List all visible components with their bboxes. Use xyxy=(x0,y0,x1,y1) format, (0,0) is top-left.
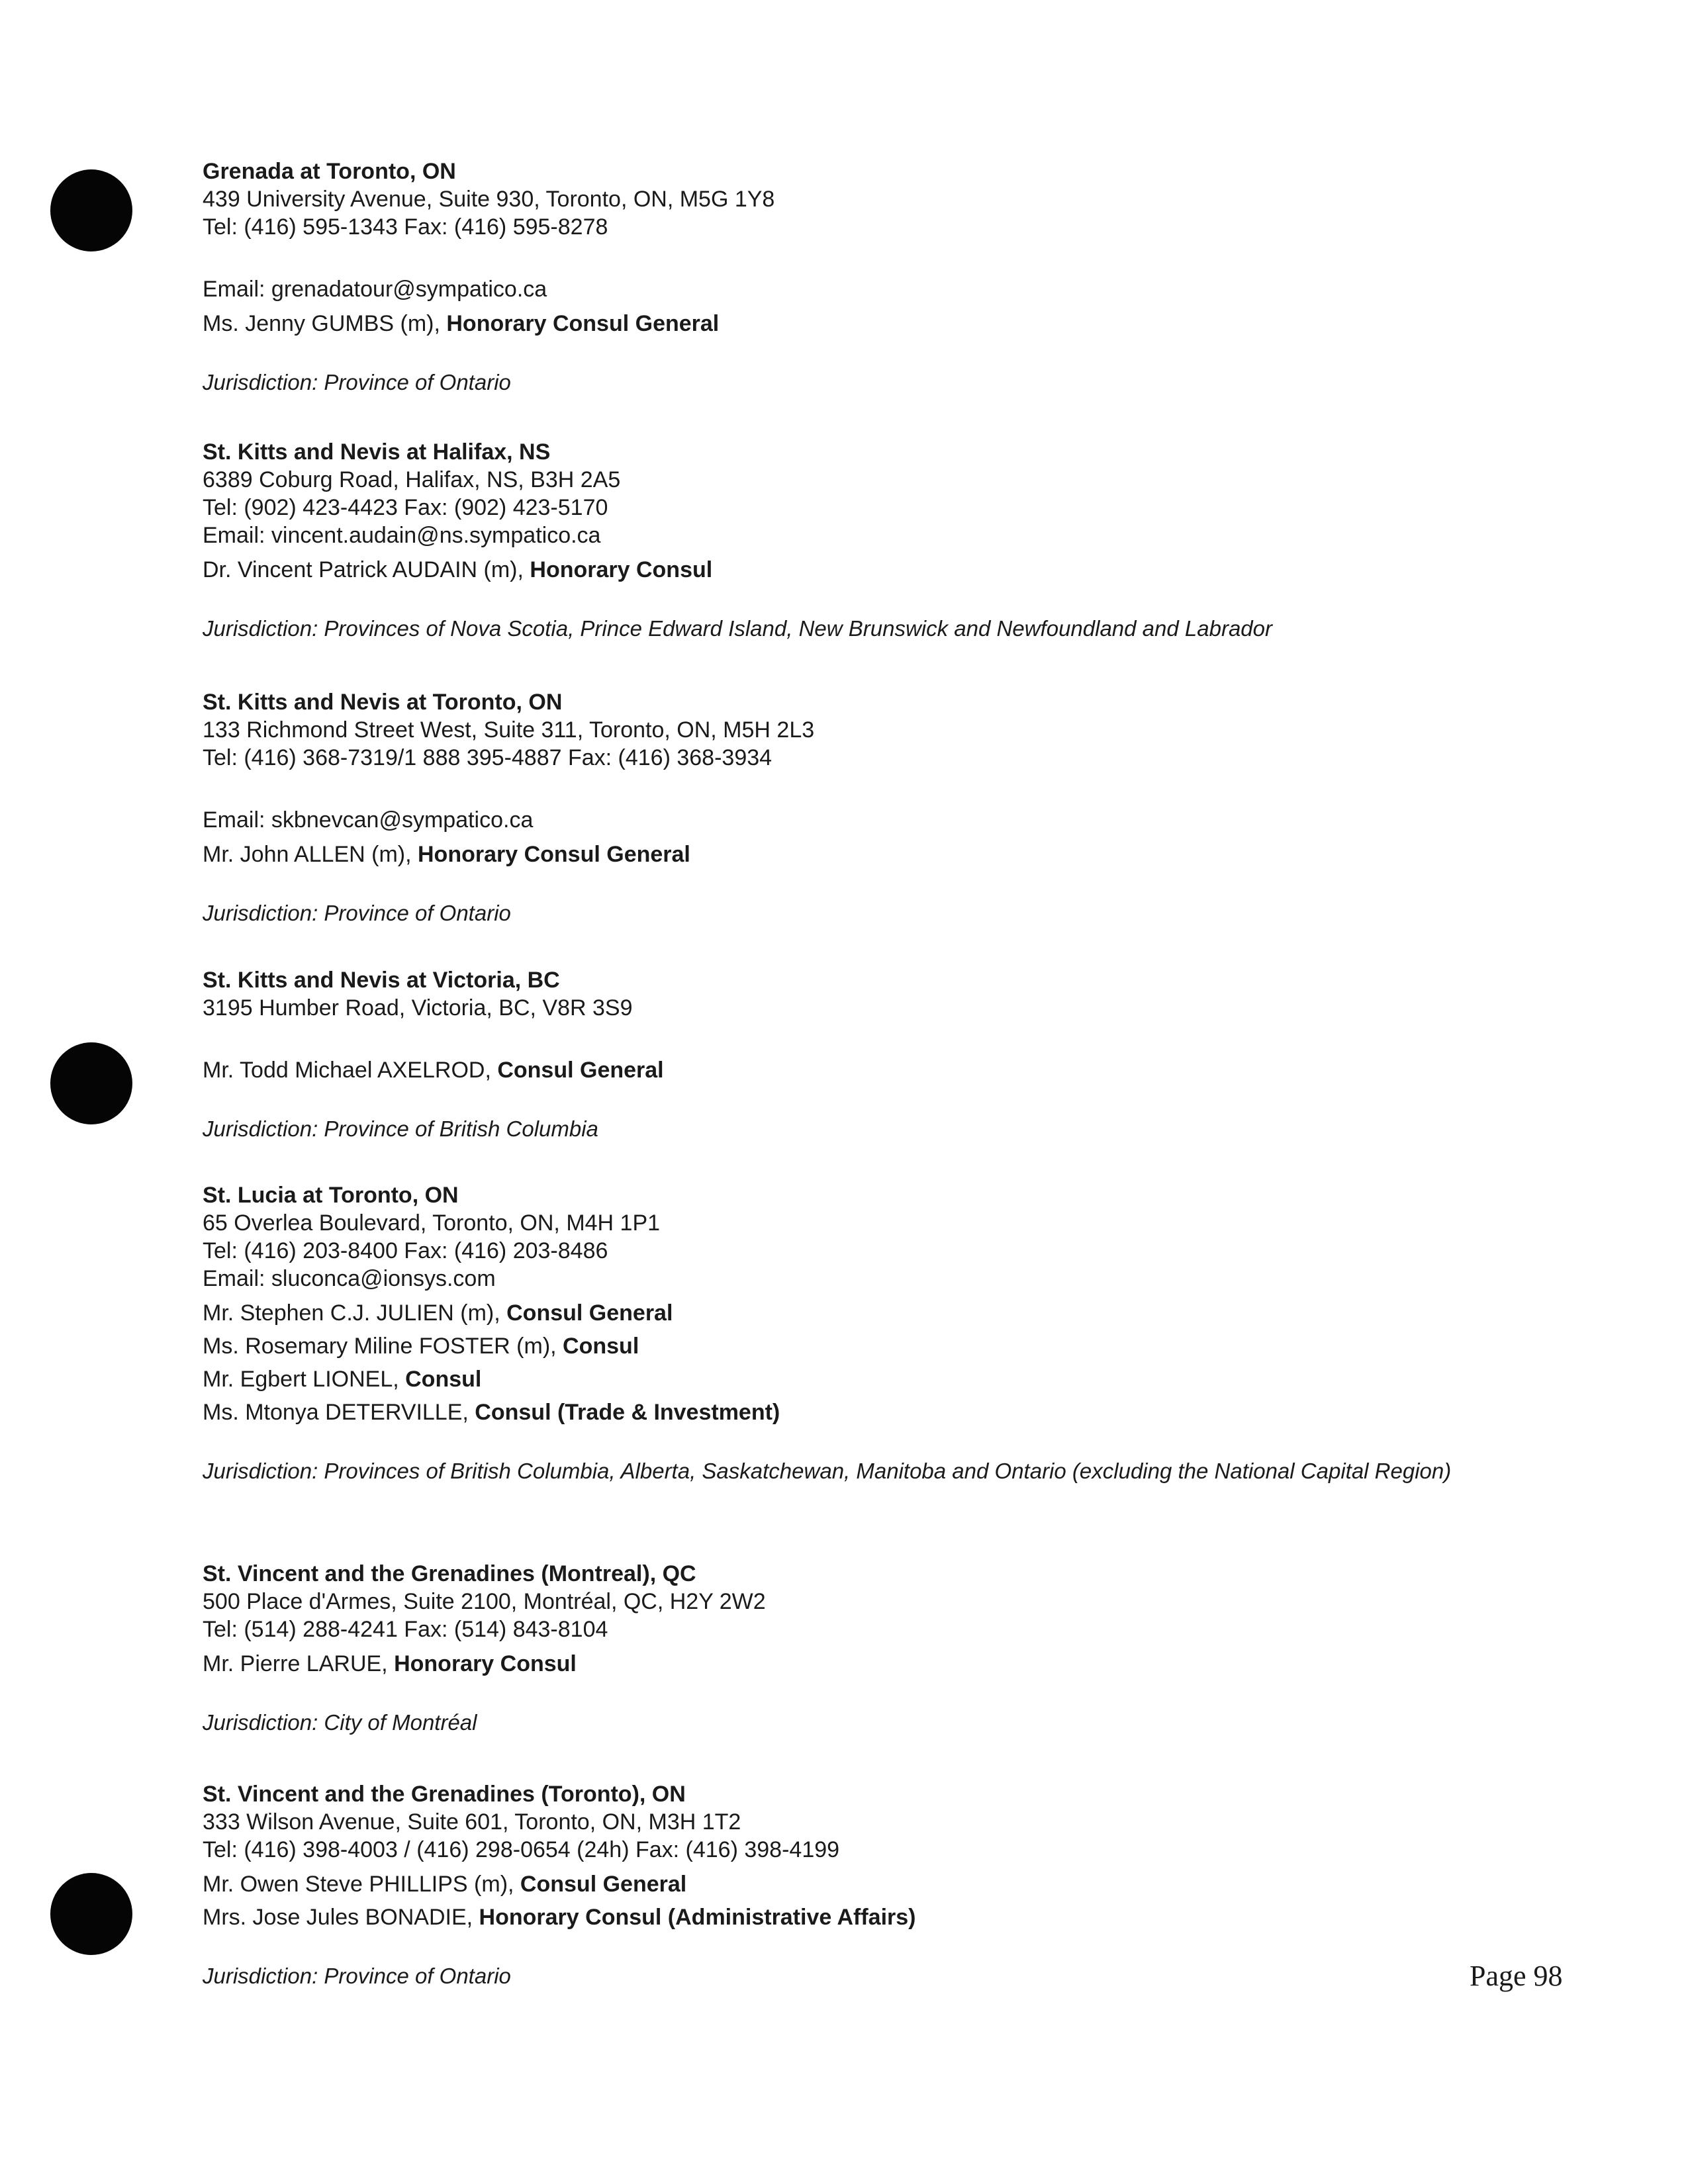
person-role: Consul xyxy=(405,1367,482,1392)
entry-title: Grenada at Toronto, ON xyxy=(203,159,456,184)
entry-jurisdiction xyxy=(203,899,1460,927)
entry-person xyxy=(203,1299,1526,1327)
entry-person xyxy=(203,1650,1526,1678)
person-role: Honorary Consul General xyxy=(418,842,690,867)
entry-email: Email: vincent.audain@ns.sympatico.ca xyxy=(203,523,601,548)
jurisdiction-text: Province of British Columbia xyxy=(324,1116,598,1141)
entry-person xyxy=(203,310,1526,338)
consulate-entry xyxy=(203,1780,1526,1990)
person-role: Consul General xyxy=(497,1058,664,1083)
entry-address: 6389 Coburg Road, Halifax, NS, B3H 2A5 xyxy=(203,467,621,492)
consulate-entry xyxy=(203,438,1526,643)
entry-email: Email: sluconca@ionsys.com xyxy=(203,1266,496,1291)
entry-address: 439 University Avenue, Suite 930, Toronto, ON, M5G 1Y8 xyxy=(203,187,775,212)
entry-jurisdiction xyxy=(203,1962,1460,1990)
entry-person xyxy=(203,841,1526,868)
jurisdiction-label: Jurisdiction: xyxy=(203,1116,318,1141)
entry-jurisdiction xyxy=(203,368,1460,396)
person-name: Ms. Jenny GUMBS (m), xyxy=(203,311,447,336)
person-role: Consul xyxy=(563,1334,639,1359)
entry-email: Email: grenadatour@sympatico.ca xyxy=(203,277,547,302)
entry-person xyxy=(203,1398,1526,1426)
entry-phone-fax: Tel: (416) 368-7319/1 888 395-4887 Fax: (416) 368-3934 xyxy=(203,745,773,770)
entry-person xyxy=(203,1903,1526,1931)
consulate-entry xyxy=(203,158,1526,396)
entry-email: Email: skbnevcan@sympatico.ca xyxy=(203,807,534,833)
jurisdiction-label: Jurisdiction: xyxy=(203,1459,318,1483)
entry-address: 333 Wilson Avenue, Suite 601, Toronto, ON, M3H 1T2 xyxy=(203,1809,741,1835)
entry-jurisdiction xyxy=(203,1708,1460,1737)
jurisdiction-label: Jurisdiction: xyxy=(203,616,318,641)
entry-phone-fax: Tel: (514) 288-4241 Fax: (514) 843-8104 xyxy=(203,1617,608,1642)
punch-hole xyxy=(50,169,132,251)
entry-person xyxy=(203,1056,1526,1084)
entry-title: St. Lucia at Toronto, ON xyxy=(203,1183,459,1208)
person-name: Mr. Owen Steve PHILLIPS (m), xyxy=(203,1872,520,1897)
jurisdiction-label: Jurisdiction: xyxy=(203,1964,318,1988)
page-number: Page 98 xyxy=(1470,1960,1563,1992)
entry-jurisdiction xyxy=(203,1115,1460,1143)
person-name: Mr. John ALLEN (m), xyxy=(203,842,418,867)
entry-jurisdiction xyxy=(203,1457,1460,1485)
entry-phone-fax: Tel: (416) 203-8400 Fax: (416) 203-8486 xyxy=(203,1238,608,1263)
entry-address: 3195 Humber Road, Victoria, BC, V8R 3S9 xyxy=(203,995,633,1021)
person-role: Honorary Consul xyxy=(394,1651,577,1676)
person-name: Ms. Rosemary Miline FOSTER (m), xyxy=(203,1334,563,1359)
jurisdiction-text: Province of Ontario xyxy=(324,1964,511,1988)
entry-title: St. Kitts and Nevis at Toronto, ON xyxy=(203,690,563,715)
entry-phone-fax: Tel: (416) 398-4003 / (416) 298-0654 (24h) Fax: (416) 398-4199 xyxy=(203,1837,840,1862)
entry-person xyxy=(203,1365,1526,1393)
entry-title: St. Kitts and Nevis at Halifax, NS xyxy=(203,439,551,465)
entry-phone-fax: Tel: (902) 423-4423 Fax: (902) 423-5170 xyxy=(203,495,608,520)
person-name: Mr. Egbert LIONEL, xyxy=(203,1367,406,1392)
person-name: Mr. Todd Michael AXELROD, xyxy=(203,1058,498,1083)
person-role: Honorary Consul General xyxy=(446,311,720,336)
jurisdiction-text: Province of Ontario xyxy=(324,370,511,394)
consulate-entry xyxy=(203,1560,1526,1737)
entry-person xyxy=(203,1870,1526,1898)
consulate-entry xyxy=(203,688,1526,927)
entry-title: St. Vincent and the Grenadines (Montreal), QC xyxy=(203,1561,696,1586)
jurisdiction-label: Jurisdiction: xyxy=(203,370,318,394)
entry-title: St. Kitts and Nevis at Victoria, BC xyxy=(203,968,560,993)
jurisdiction-text: Province of Ontario xyxy=(324,901,511,925)
person-role: Honorary Consul xyxy=(530,557,713,582)
punch-hole xyxy=(50,1873,132,1955)
jurisdiction-label: Jurisdiction: xyxy=(203,901,318,925)
entry-address: 133 Richmond Street West, Suite 311, Toronto, ON, M5H 2L3 xyxy=(203,717,815,743)
person-name: Mr. Pierre LARUE, xyxy=(203,1651,395,1676)
entry-address: 65 Overlea Boulevard, Toronto, ON, M4H 1P1 xyxy=(203,1210,661,1236)
person-name: Dr. Vincent Patrick AUDAIN (m), xyxy=(203,557,530,582)
jurisdiction-text: Provinces of Nova Scotia, Prince Edward Island, New Brunswick and Newfoundland and Labrador xyxy=(324,616,1273,641)
person-role: Consul General xyxy=(506,1300,673,1326)
entry-address: 500 Place d'Armes, Suite 2100, Montréal, QC, H2Y 2W2 xyxy=(203,1589,766,1614)
person-role: Consul (Trade & Investment) xyxy=(475,1400,780,1425)
consulate-entry xyxy=(203,966,1526,1143)
consulate-entry xyxy=(203,1181,1526,1485)
entry-person xyxy=(203,1332,1526,1360)
entry-phone-fax: Tel: (416) 595-1343 Fax: (416) 595-8278 xyxy=(203,214,608,240)
punch-hole xyxy=(50,1042,132,1124)
entry-title: St. Vincent and the Grenadines (Toronto), ON xyxy=(203,1782,686,1807)
jurisdiction-text: Provinces of British Columbia, Alberta, Saskatchewan, Manitoba and Ontario (excluding the National Capital Region) xyxy=(324,1459,1452,1483)
person-name: Mrs. Jose Jules BONADIE, xyxy=(203,1905,479,1930)
person-role: Consul General xyxy=(520,1872,687,1897)
entry-person xyxy=(203,556,1526,584)
entry-jurisdiction xyxy=(203,614,1460,643)
person-role: Honorary Consul (Administrative Affairs) xyxy=(479,1905,916,1930)
person-name: Ms. Mtonya DETERVILLE, xyxy=(203,1400,475,1425)
jurisdiction-text: City of Montréal xyxy=(324,1710,477,1735)
jurisdiction-label: Jurisdiction: xyxy=(203,1710,318,1735)
person-name: Mr. Stephen C.J. JULIEN (m), xyxy=(203,1300,507,1326)
